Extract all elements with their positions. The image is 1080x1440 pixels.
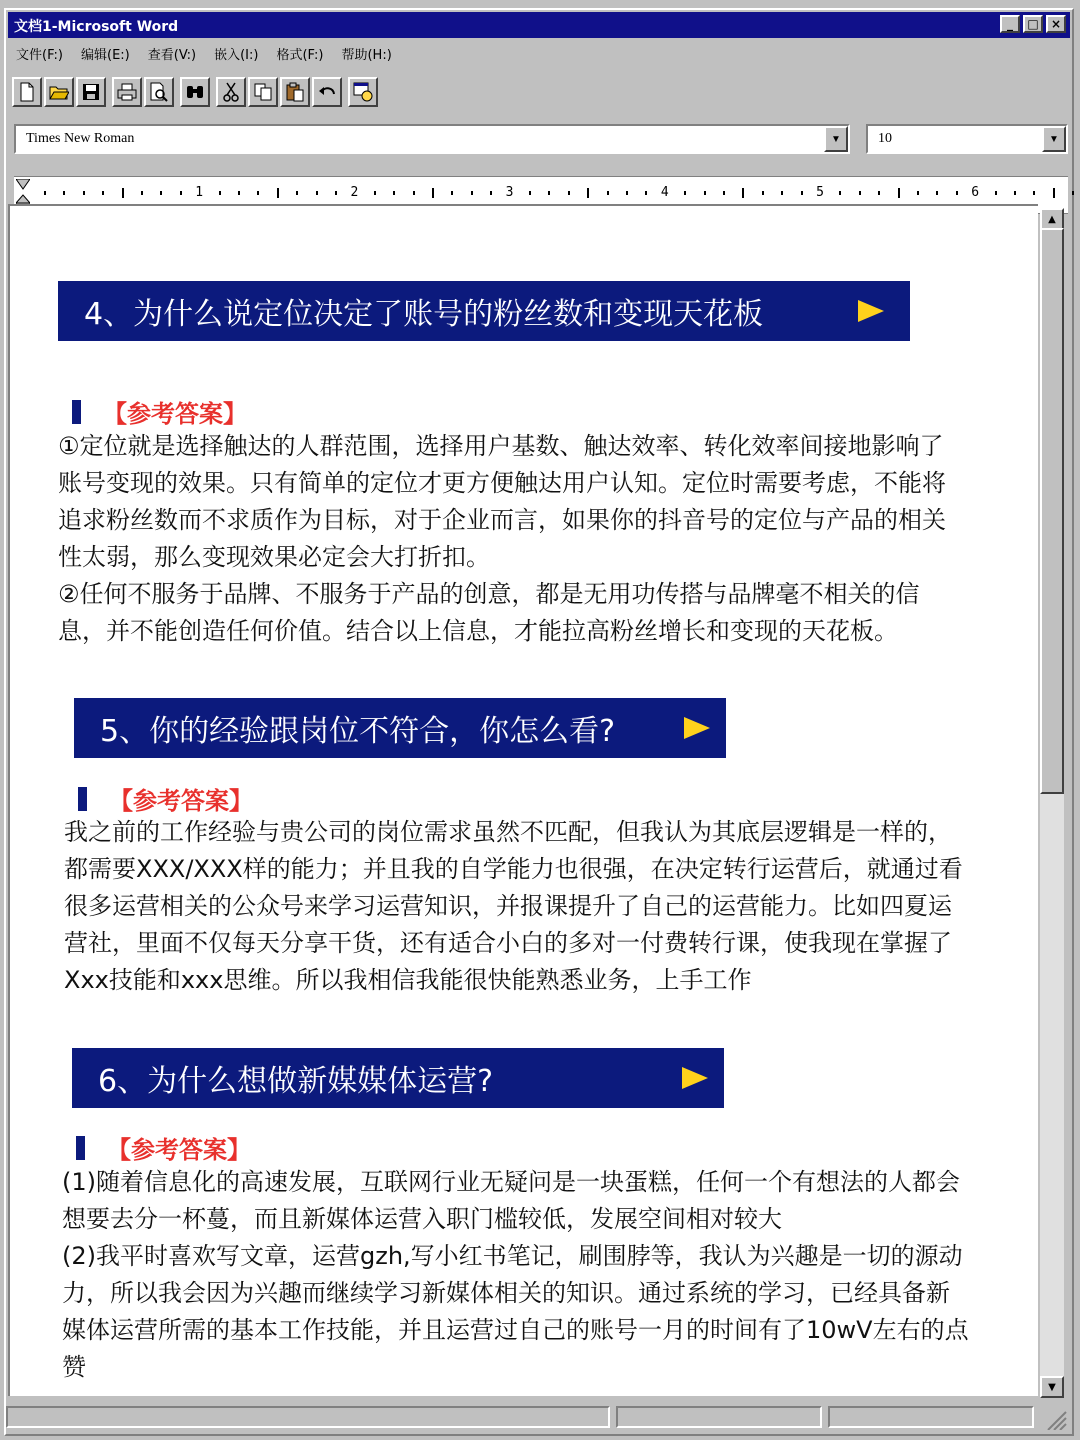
ruler-tick bbox=[995, 191, 997, 195]
answer-line: 性太弱，那么变现效果必定会大打折扣。 bbox=[58, 543, 490, 571]
close-button[interactable]: × bbox=[1046, 15, 1066, 33]
scroll-down-icon[interactable]: ▼ bbox=[1040, 1376, 1064, 1398]
ruler-tick bbox=[839, 191, 841, 195]
ruler-number: 1 bbox=[195, 185, 204, 200]
answer-line: 息，并不能创造任何价值。结合以上信息，才能拉高粉丝增长和变现的天花板。 bbox=[58, 617, 898, 645]
ruler-tick bbox=[83, 191, 85, 195]
new-doc-icon[interactable] bbox=[12, 77, 42, 107]
ruler-tick bbox=[44, 191, 46, 195]
menu-help[interactable]: 帮助(H:) bbox=[341, 47, 392, 63]
font-name-select[interactable] bbox=[14, 124, 850, 154]
answer-line: 赞 bbox=[62, 1353, 86, 1381]
answer-line: 力，所以我会因为兴趣而继续学习新媒体相关的知识。通过系统的学习，已经具备新 bbox=[62, 1279, 950, 1307]
ruler-tick bbox=[257, 191, 259, 195]
answer-line: (1)随着信息化的高速发展，互联网行业无疑问是一块蛋糕，任何一个有想法的人都会 bbox=[62, 1168, 960, 1196]
question-heading bbox=[58, 281, 910, 341]
chevron-down-icon[interactable]: ▼ bbox=[1042, 126, 1066, 152]
ruler-tick bbox=[141, 191, 143, 195]
undo-icon[interactable] bbox=[312, 77, 342, 107]
ruler-tick bbox=[645, 191, 647, 195]
answer-label bbox=[78, 781, 253, 816]
cut-icon[interactable] bbox=[216, 77, 246, 107]
menu-bar bbox=[8, 40, 1070, 66]
find-icon[interactable] bbox=[180, 77, 210, 107]
ruler-tick bbox=[490, 191, 492, 195]
play-arrow-icon bbox=[682, 1067, 708, 1089]
question-heading bbox=[72, 1048, 724, 1108]
ruler-number: 3 bbox=[505, 185, 514, 200]
chevron-down-icon[interactable]: ▼ bbox=[824, 126, 848, 152]
ruler-tick bbox=[742, 188, 744, 198]
print-preview-icon[interactable] bbox=[144, 77, 174, 107]
ruler-tick bbox=[335, 191, 337, 195]
ruler-tick bbox=[63, 191, 65, 195]
status-panel bbox=[828, 1406, 1034, 1428]
answer-label-text: 【参考答案】 bbox=[107, 1136, 251, 1164]
window-title: 文档1-Microsoft Word bbox=[14, 19, 179, 35]
ruler-tick bbox=[859, 191, 861, 195]
insert-icon[interactable] bbox=[348, 77, 378, 107]
ruler-tick bbox=[296, 191, 298, 195]
print-icon[interactable] bbox=[112, 77, 142, 107]
ruler-tick bbox=[548, 191, 550, 195]
font-size-select[interactable] bbox=[866, 124, 1068, 154]
ruler-tick bbox=[723, 191, 725, 195]
ruler-number: 5 bbox=[816, 185, 824, 200]
maximize-button[interactable]: □ bbox=[1023, 15, 1043, 33]
status-panel bbox=[6, 1406, 610, 1428]
ruler-tick bbox=[102, 191, 104, 195]
ruler-tick bbox=[1053, 188, 1055, 198]
ruler-tick bbox=[568, 191, 570, 195]
ruler-tick bbox=[1033, 191, 1035, 195]
ruler-tick bbox=[607, 191, 609, 195]
question-title: 4、为什么说定位决定了账号的粉丝数和变现天花板 bbox=[84, 297, 764, 332]
marker-bar bbox=[78, 787, 87, 811]
ruler-tick bbox=[432, 188, 434, 198]
ruler-tick bbox=[956, 191, 958, 195]
answer-line: 我之前的工作经验与贵公司的岗位需求虽然不匹配，但我认为其底层逻辑是一样的， bbox=[64, 818, 952, 846]
question-heading bbox=[74, 698, 726, 758]
document-page[interactable] bbox=[8, 204, 1038, 1396]
ruler-tick bbox=[704, 191, 706, 195]
ruler-tick bbox=[1072, 191, 1074, 195]
ruler-tick bbox=[471, 191, 473, 195]
scroll-thumb[interactable] bbox=[1040, 228, 1064, 794]
menu-file[interactable]: 文件(F:) bbox=[16, 47, 63, 63]
ruler-tick bbox=[374, 191, 376, 195]
ruler-number: 4 bbox=[660, 185, 669, 200]
paste-icon[interactable] bbox=[280, 77, 310, 107]
scroll-up-icon[interactable]: ▲ bbox=[1040, 208, 1064, 230]
marker-bar bbox=[76, 1136, 85, 1160]
question-title: 5、你的经验跟岗位不符合，你怎么看? bbox=[100, 714, 616, 749]
ruler-tick bbox=[393, 191, 395, 195]
ruler-tick bbox=[801, 191, 803, 195]
menu-view[interactable]: 查看(V:) bbox=[147, 47, 197, 63]
status-panel bbox=[616, 1406, 822, 1428]
ruler-tick bbox=[451, 191, 453, 195]
answer-line: ②任何不服务于品牌、不服务于产品的创意，都是无用功传搭与品牌毫不相关的信 bbox=[58, 580, 920, 608]
answer-line: 营社，里面不仅每天分享干货，还有适合小白的多对一付费转行课，使我现在掌握了 bbox=[64, 929, 952, 957]
play-arrow-icon bbox=[684, 717, 710, 739]
resize-grip-icon[interactable] bbox=[1044, 1408, 1068, 1430]
copy-icon[interactable] bbox=[248, 77, 278, 107]
ruler-tick bbox=[781, 191, 783, 195]
question-title: 6、为什么想做新媒媒体运营? bbox=[98, 1064, 494, 1099]
menu-format[interactable]: 格式(F:) bbox=[276, 47, 324, 63]
ruler-tick bbox=[277, 188, 279, 198]
ruler-tick bbox=[626, 191, 628, 195]
ruler-tick bbox=[160, 191, 162, 195]
answer-line: 都需要XXX/XXX样的能力；并且我的自学能力也很强，在决定转行运营后，就通过看 bbox=[64, 855, 963, 883]
format-bar bbox=[14, 124, 1064, 156]
ruler-tick bbox=[413, 191, 415, 195]
answer-line: 媒体运营所需的基本工作技能，并且运营过自己的账号一月的时间有了10wV左右的点 bbox=[62, 1316, 969, 1344]
menu-insert[interactable]: 嵌入(I:) bbox=[214, 47, 259, 63]
ruler-tick bbox=[917, 191, 919, 195]
ruler-tick bbox=[936, 191, 938, 195]
ruler-tick bbox=[587, 188, 589, 198]
ruler-number: 6 bbox=[971, 185, 980, 200]
ruler-number: 2 bbox=[350, 185, 359, 200]
save-icon[interactable] bbox=[76, 77, 106, 107]
answer-label-text: 【参考答案】 bbox=[103, 400, 247, 428]
answer-line: ①定位就是选择触达的人群范围，选择用户基数、触达效率、转化效率间接地影响了 bbox=[58, 432, 944, 460]
ruler-tick bbox=[180, 191, 182, 195]
ruler-tick bbox=[878, 191, 880, 195]
answer-line: 想要去分一杯蔓，而且新媒体运营入职门槛较低，发展空间相对较大 bbox=[62, 1205, 782, 1233]
ruler-tick bbox=[898, 188, 900, 198]
play-arrow-icon bbox=[858, 300, 884, 322]
ruler-tick bbox=[529, 191, 531, 195]
answer-line: 很多运营相关的公众号来学习运营知识，并报课提升了自己的运营能力。比如四夏运 bbox=[64, 892, 952, 920]
open-folder-icon[interactable] bbox=[44, 77, 74, 107]
ruler-tick bbox=[684, 191, 686, 195]
ruler-tick bbox=[238, 191, 240, 195]
ruler-tick bbox=[762, 191, 764, 195]
ruler-tick bbox=[219, 191, 221, 195]
menu-edit[interactable]: 编辑(E:) bbox=[81, 47, 130, 63]
font-size-value: 10 bbox=[878, 131, 892, 146]
minimize-button[interactable]: _ bbox=[1000, 15, 1020, 33]
answer-label-text: 【参考答案】 bbox=[109, 787, 253, 815]
answer-line: 追求粉丝数而不求质作为目标，对于企业而言，如果你的抖音号的定位与产品的相关 bbox=[58, 506, 946, 534]
answer-label bbox=[72, 394, 247, 429]
font-name-value: Times New Roman bbox=[26, 131, 135, 146]
answer-line: 账号变现的效果。只有简单的定位才更方便触达用户认知。定位时需要考虑，不能将 bbox=[58, 469, 946, 497]
answer-label bbox=[76, 1130, 251, 1165]
ruler-tick bbox=[1014, 191, 1016, 195]
standard-toolbar bbox=[12, 72, 378, 112]
ruler-tick bbox=[316, 191, 318, 195]
ruler-tick bbox=[122, 188, 124, 198]
marker-bar bbox=[72, 400, 81, 424]
title-bar[interactable] bbox=[8, 12, 1070, 38]
answer-line: (2)我平时喜欢写文章，运营gzh,写小红书笔记，刷围脖等，我认为兴趣是一切的源动 bbox=[62, 1242, 963, 1270]
answer-line: Xxx技能和xxx思维。所以我相信我能很快能熟悉业务，上手工作 bbox=[64, 966, 752, 994]
vertical-scrollbar[interactable] bbox=[1040, 208, 1064, 1398]
status-bar bbox=[4, 1404, 1076, 1434]
